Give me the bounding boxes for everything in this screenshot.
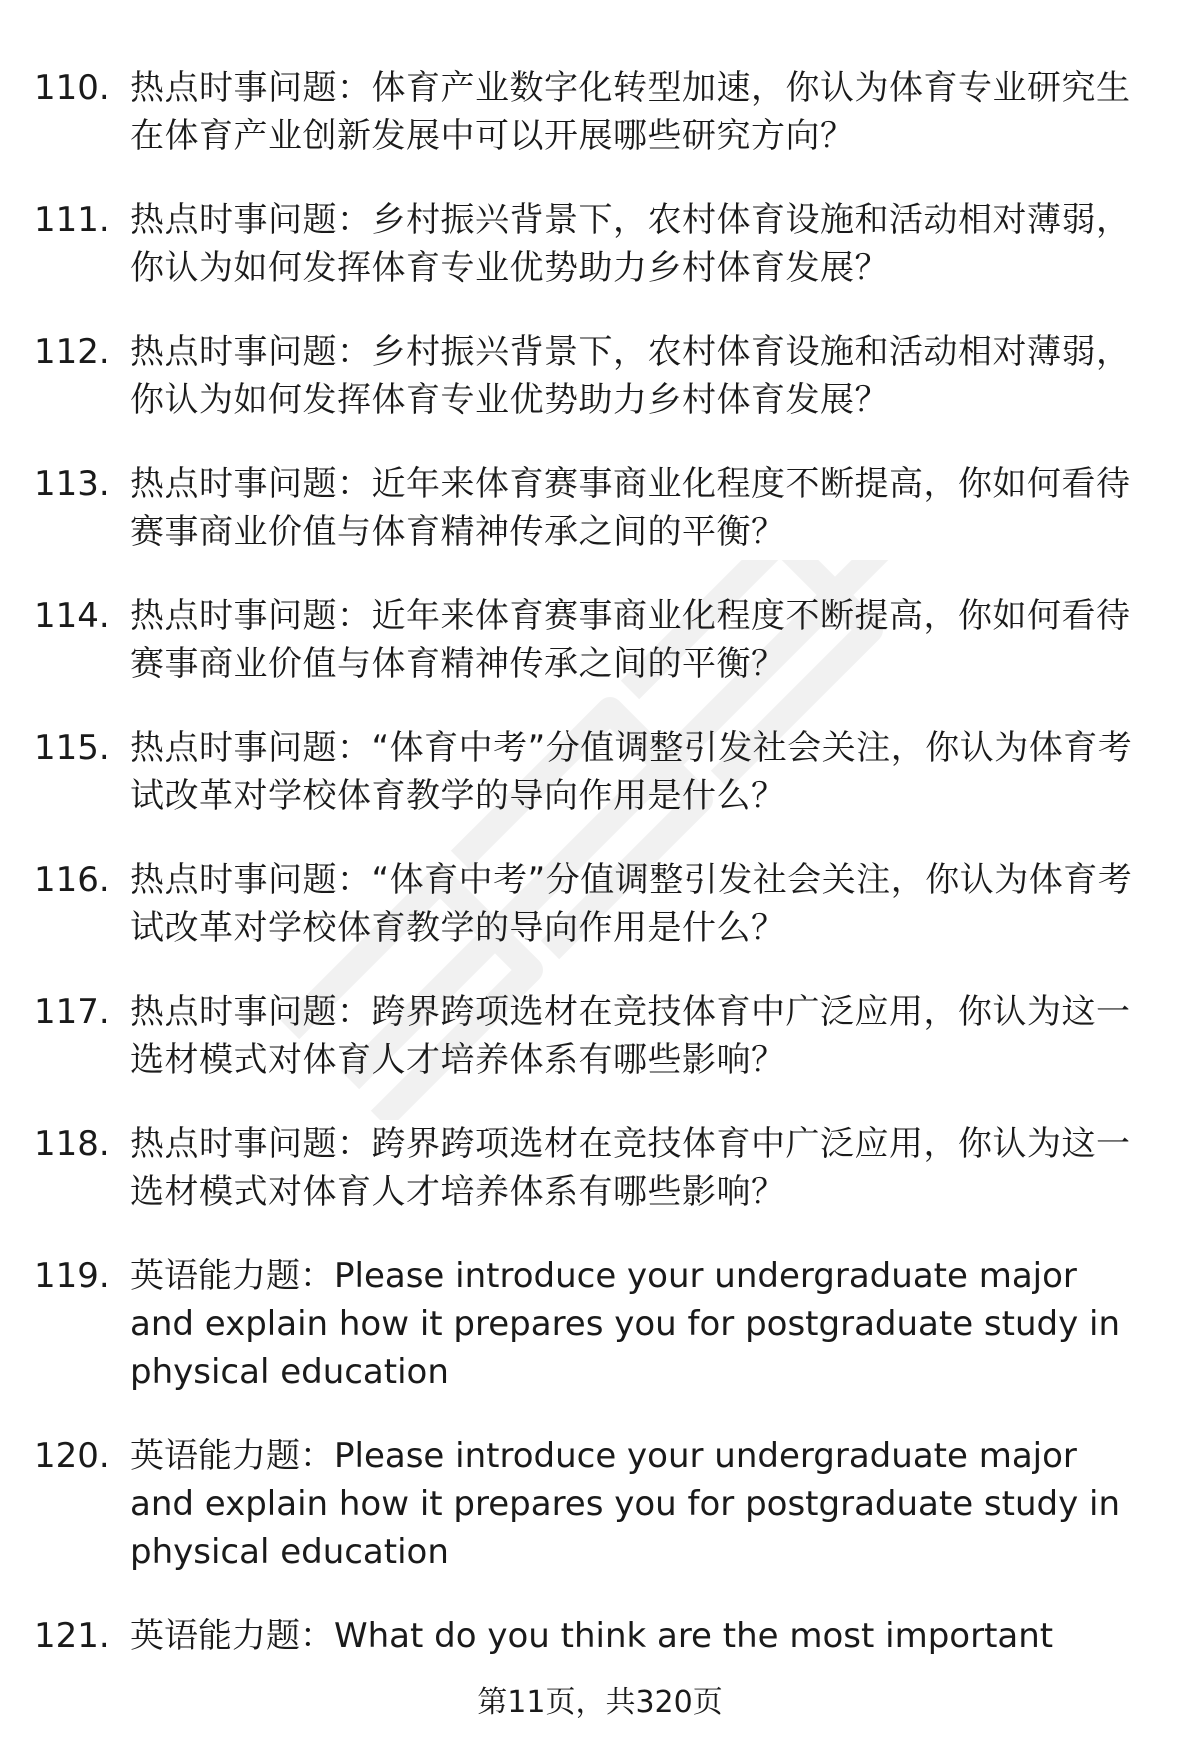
question-number: 115.: [34, 728, 110, 768]
question-category: 热点时事问题：: [130, 728, 372, 768]
question-number: 113.: [34, 464, 110, 504]
question-category: 热点时事问题：: [130, 596, 372, 636]
question-text: [130, 856, 1150, 952]
question-body: “体育中考”分值调整引发社会关注，你认为体育考试改革对学校体育教学的导向作用是什么？: [130, 728, 1133, 816]
question-item: [34, 1120, 1150, 1216]
question-category: 热点时事问题：: [130, 68, 372, 108]
question-number: 110.: [34, 68, 110, 108]
question-body: Please introduce your undergraduate major and explain how it prepares you for postgraduate study in physical education: [130, 1436, 1121, 1572]
question-item: [34, 328, 1150, 424]
question-text: [130, 724, 1150, 820]
question-number: 121.: [34, 1616, 110, 1656]
question-category: 热点时事问题：: [130, 200, 372, 240]
question-number: 120.: [34, 1436, 110, 1476]
question-text: [130, 64, 1150, 160]
question-item: [34, 724, 1150, 820]
question-text: [130, 1612, 1150, 1660]
question-list: [34, 64, 1150, 1696]
question-number: 117.: [34, 992, 110, 1032]
question-text: [130, 1432, 1150, 1576]
question-category: 热点时事问题：: [130, 860, 372, 900]
question-item: [34, 856, 1150, 952]
question-number: 116.: [34, 860, 110, 900]
question-body: 体育产业数字化转型加速，你认为体育专业研究生在体育产业创新发展中可以开展哪些研究方向？: [130, 68, 1131, 156]
question-number: 114.: [34, 596, 110, 636]
question-number: 118.: [34, 1124, 110, 1164]
question-body: 跨界跨项选材在竞技体育中广泛应用，你认为这一选材模式对体育人才培养体系有哪些影响？: [130, 992, 1131, 1080]
question-item: [34, 460, 1150, 556]
question-category: 热点时事问题：: [130, 464, 372, 504]
question-item: [34, 988, 1150, 1084]
question-body: 乡村振兴背景下，农村体育设施和活动相对薄弱，你认为如何发挥体育专业优势助力乡村体育发展？: [130, 332, 1131, 420]
question-body: Please introduce your undergraduate major and explain how it prepares you for postgraduate study in physical education: [130, 1256, 1121, 1392]
question-text: [130, 460, 1150, 556]
question-body: 近年来体育赛事商业化程度不断提高，你如何看待赛事商业价值与体育精神传承之间的平衡？: [130, 464, 1131, 552]
question-category: 英语能力题：: [130, 1616, 334, 1656]
question-number: 111.: [34, 200, 110, 240]
question-item: [34, 196, 1150, 292]
question-body: 近年来体育赛事商业化程度不断提高，你如何看待赛事商业价值与体育精神传承之间的平衡？: [130, 596, 1131, 684]
question-body: 乡村振兴背景下，农村体育设施和活动相对薄弱，你认为如何发挥体育专业优势助力乡村体育发展？: [130, 200, 1131, 288]
question-number: 119.: [34, 1256, 110, 1296]
question-category: 热点时事问题：: [130, 992, 372, 1032]
question-item: [34, 64, 1150, 160]
question-category: 热点时事问题：: [130, 332, 372, 372]
question-body: “体育中考”分值调整引发社会关注，你认为体育考试改革对学校体育教学的导向作用是什么？: [130, 860, 1133, 948]
question-text: [130, 988, 1150, 1084]
question-category: 英语能力题：: [130, 1256, 334, 1296]
question-item: [34, 1612, 1150, 1660]
question-text: [130, 1120, 1150, 1216]
page-footer: 第11页，共320页: [477, 1685, 723, 1720]
question-item: [34, 592, 1150, 688]
question-item: [34, 1432, 1150, 1576]
question-number: 112.: [34, 332, 110, 372]
question-text: [130, 1252, 1150, 1396]
question-body: 跨界跨项选材在竞技体育中广泛应用，你认为这一选材模式对体育人才培养体系有哪些影响？: [130, 1124, 1131, 1212]
question-item: [34, 1252, 1150, 1396]
question-category: 英语能力题：: [130, 1436, 334, 1476]
question-text: [130, 592, 1150, 688]
question-body: What do you think are the most important: [334, 1616, 1054, 1656]
question-text: [130, 328, 1150, 424]
question-text: [130, 196, 1150, 292]
question-category: 热点时事问题：: [130, 1124, 372, 1164]
